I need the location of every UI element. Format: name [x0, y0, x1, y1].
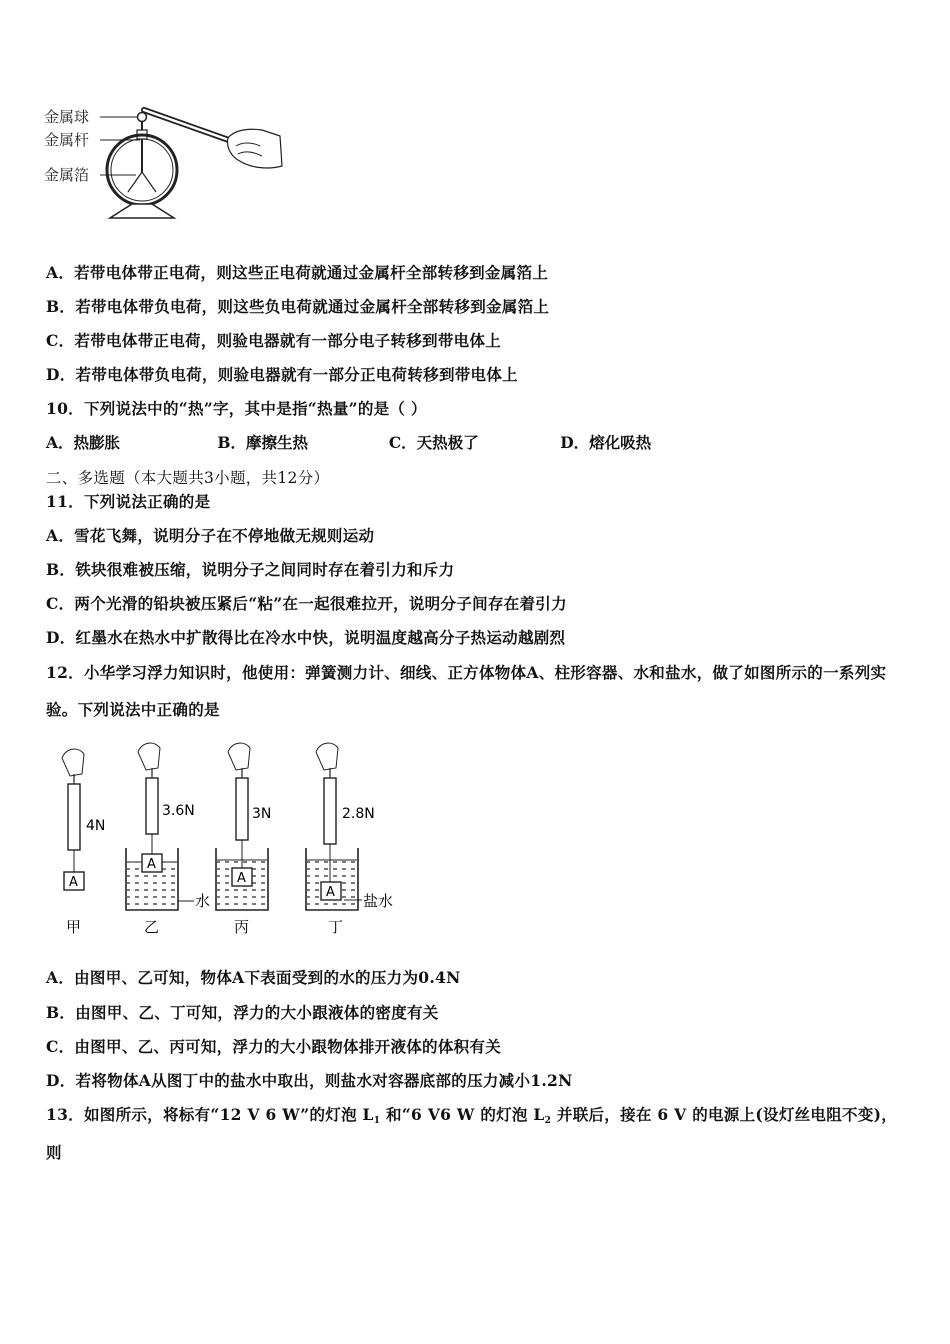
- label-water: 水: [195, 892, 211, 910]
- block-a-bing: A: [237, 871, 246, 886]
- metal-ball: [138, 113, 147, 122]
- q10-options: [46, 431, 651, 453]
- stand: [110, 204, 174, 218]
- setup-jia: [62, 749, 105, 936]
- q13-part3: 并联后，接在 6 V 的电源上(设灯丝电阻不变)，: [551, 1105, 898, 1124]
- q12-stem-line1: 12．小华学习浮力知识时，他使用：弹簧测力计、细线、正方体物体A、柱形容器、水和盐水，做了如图所示的一系列实: [46, 663, 887, 682]
- q13-sub1: 1: [373, 1116, 381, 1126]
- q12-stem-line2: 验。下列说法中正确的是: [46, 700, 220, 719]
- q11-option-b: B．铁块很难被压缩，说明分子之间同时存在着引力和斥力: [46, 560, 455, 579]
- label-metal-ball: 金属球: [44, 108, 90, 126]
- q10-option-c: C．天热极了: [388, 433, 479, 452]
- q13-stem-line2: 则: [46, 1143, 62, 1162]
- block-a-yi: A: [147, 857, 156, 872]
- reading-ding: 2.8N: [342, 806, 375, 822]
- q9-option-b: B．若带电体带负电荷，则这些负电荷就通过金属杆全部转移到金属箔上: [46, 297, 550, 316]
- label-metal-foil: 金属箔: [44, 166, 90, 184]
- q12-option-a: A．由图甲、乙可知，物体A下表面受到的水的压力为0.4N: [46, 968, 461, 987]
- q9-option-c: C．若带电体带正电荷，则验电器就有一部分电子转移到带电体上: [46, 331, 502, 350]
- q12-option-c: C．由图甲、乙、丙可知，浮力的大小跟物体排开液体的体积有关: [46, 1037, 502, 1056]
- section-2-title: 二、多选题（本大题共3小题，共12分）: [46, 469, 330, 487]
- label-salt-water: 盐水: [363, 892, 394, 910]
- q11-option-d: D．红墨水在热水中扩散得比在冷水中快，说明温度越高分子热运动越剧烈: [46, 628, 566, 647]
- hand: [227, 129, 282, 168]
- caption-ding: 丁: [328, 918, 344, 936]
- q13-part2: 和“6 V6 W 的灯泡 L: [380, 1105, 545, 1124]
- foil-right: [142, 172, 156, 192]
- q13-stem-line1: [46, 1103, 897, 1126]
- q13-part1: 13．如图所示，将标有“12 V 6 W”的灯泡 L: [46, 1105, 374, 1124]
- caption-jia: 甲: [66, 918, 82, 936]
- setup-bing: [216, 743, 271, 936]
- q13-sub2: 2: [544, 1116, 552, 1126]
- setup-yi: [126, 743, 195, 936]
- q12-option-d: D．若将物体A从图丁中的盐水中取出，则盐水对容器底部的压力减小1.2N: [46, 1071, 573, 1090]
- q9-option-d: D．若带电体带负电荷，则验电器就有一部分正电荷转移到带电体上: [46, 365, 518, 384]
- label-metal-rod: 金属杆: [44, 131, 90, 149]
- q9-option-a: A．若带电体带正电荷，则这些正电荷就通过金属杆全部转移到金属箔上: [46, 263, 549, 282]
- reading-jia: 4N: [86, 818, 106, 834]
- caption-yi: 乙: [144, 918, 160, 936]
- caption-bing: 丙: [234, 918, 250, 936]
- reading-bing: 3N: [252, 806, 272, 822]
- block-a-jia: A: [69, 875, 78, 890]
- q10-option-a: A．热膨胀: [46, 433, 121, 452]
- q11-option-a: A．雪花飞舞，说明分子在不停地做无规则运动: [46, 526, 375, 545]
- buoyancy-figure: [44, 740, 414, 940]
- reading-yi: 3.6N: [162, 803, 195, 819]
- electroscope-figure: [40, 100, 290, 225]
- q12-option-b: B．由图甲、乙、丁可知，浮力的大小跟液体的密度有关: [46, 1003, 439, 1022]
- q10-option-b: B．摩擦生热: [217, 433, 309, 452]
- q10-option-d: D．熔化吸热: [560, 433, 652, 452]
- q11-option-c: C．两个光滑的铅块被压紧后“粘”在一起很难拉开，说明分子间存在着引力: [46, 594, 567, 613]
- q10-stem: 10．下列说法中的“热”字，其中是指“热量”的是（ ）: [46, 399, 427, 418]
- block-a-ding: A: [326, 885, 335, 900]
- q11-stem: 11．下列说法正确的是: [46, 492, 211, 511]
